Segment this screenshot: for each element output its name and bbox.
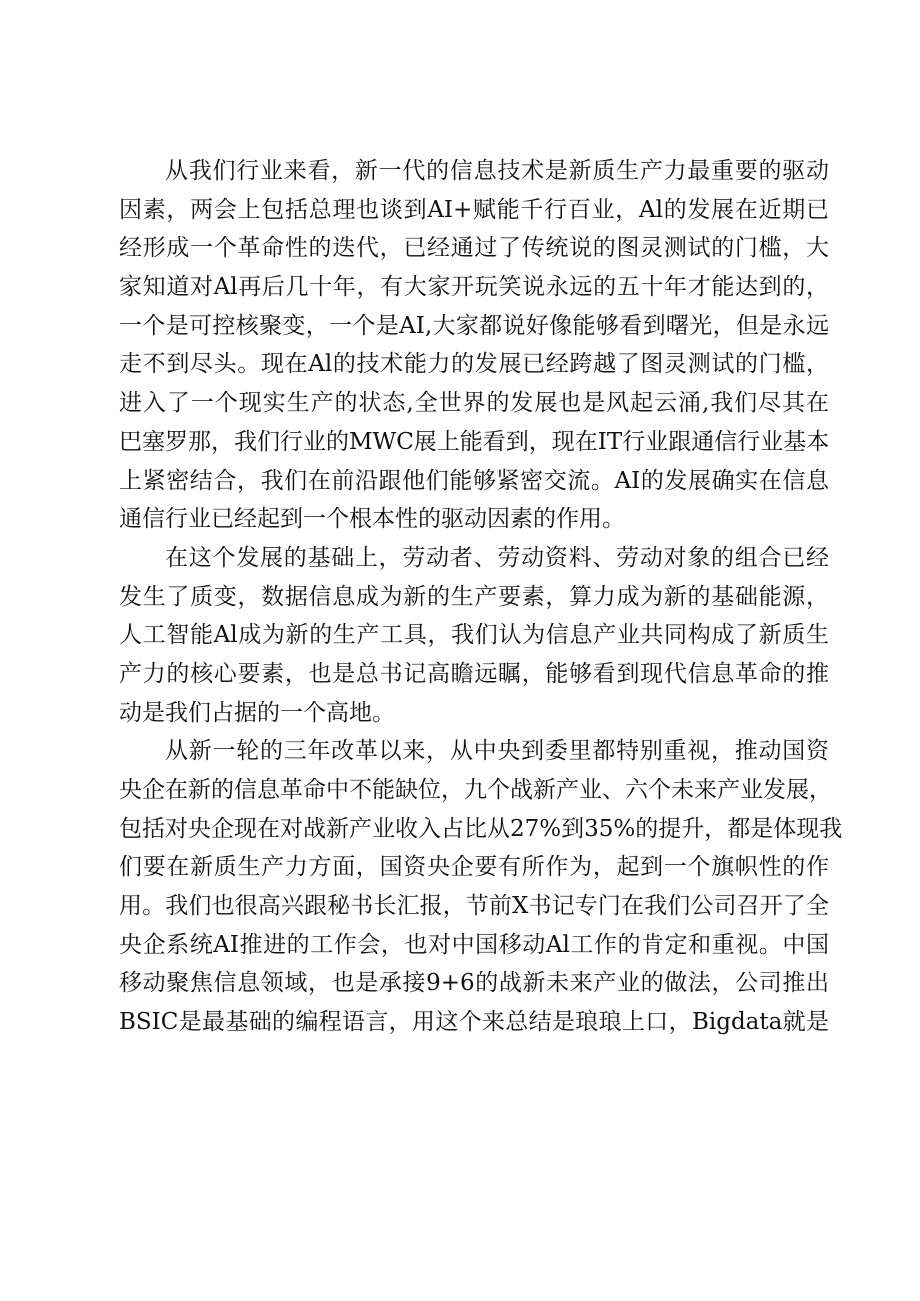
text-line: 发生了质变，数据信息成为新的生产要素，算力成为新的基础能源， xyxy=(119,583,829,610)
text-line: 家知道对Al再后几十年，有大家开玩笑说永远的五十年才能达到的， xyxy=(119,274,829,301)
text-line: 移动聚焦信息领域，也是承接9+6的战新未来产业的做法，公司推出 xyxy=(119,970,829,997)
text-line: 产力的核心要素，也是总书记高瞻远瞩，能够看到现代信息革命的推 xyxy=(119,660,829,687)
text-line: 因素，两会上包括总理也谈到AI+赋能千行百业，Al的发展在近期已 xyxy=(119,196,829,223)
text-line: 们要在新质生产力方面，国资央企要有所作为，起到一个旗帜性的作 xyxy=(119,854,829,881)
paragraph-ai-driver xyxy=(119,152,829,539)
paragraph-production-factors xyxy=(119,539,829,732)
text-line: 进入了一个现实生产的状态,全世界的发展也是风起云涌,我们尽其在 xyxy=(119,390,829,417)
text-line: 在这个发展的基础上，劳动者、劳动资料、劳动对象的组合已经 xyxy=(165,544,829,571)
text-line: 包括对央企现在对战新产业收入占比从27%到35%的提升，都是体现我 xyxy=(119,815,843,842)
text-line: 从我们行业来看，新一代的信息技术是新质生产力最重要的驱动 xyxy=(165,158,829,184)
text-line: 一个是可控核聚变，一个是AI,大家都说好像能够看到曙光，但是永远 xyxy=(119,312,829,339)
text-line: 通信行业已经起到一个根本性的驱动因素的作用。 xyxy=(119,506,625,533)
text-line: 动是我们占据的一个高地。 xyxy=(119,699,395,726)
text-line: 央企系统AI推进的工作会，也对中国移动Al工作的肯定和重视。中国 xyxy=(119,931,829,958)
text-line: 走不到尽头。现在Al的技术能力的发展已经跨越了图灵测试的门槛， xyxy=(119,351,829,378)
document-body xyxy=(119,152,843,1042)
text-line: 巴塞罗那，我们行业的MWC展上能看到，现在IT行业跟通信行业基本 xyxy=(119,428,830,455)
text-line: 上紧密结合，我们在前沿跟他们能够紧密交流。AI的发展确实在信息 xyxy=(119,467,829,494)
text-line: 央企在新的信息革命中不能缺位，九个战新产业、六个未来产业发展， xyxy=(119,777,832,803)
text-line: BSIC是最基础的编程语言，用这个来总结是琅琅上口，Bigdata就是 xyxy=(119,1009,829,1036)
text-line: 经形成一个革命性的迭代，已经通过了传统说的图灵测试的门槛，大 xyxy=(119,235,829,262)
text-line: 人工智能Al成为新的生产工具，我们认为信息产业共同构成了新质生 xyxy=(119,622,829,649)
paragraph-reform xyxy=(119,732,843,1042)
text-line: 用。我们也很高兴跟秘书长汇报，节前X书记专门在我们公司召开了全 xyxy=(119,893,829,920)
text-line: 从新一轮的三年改革以来，从中央到委里都特别重视，推动国资 xyxy=(165,738,829,765)
